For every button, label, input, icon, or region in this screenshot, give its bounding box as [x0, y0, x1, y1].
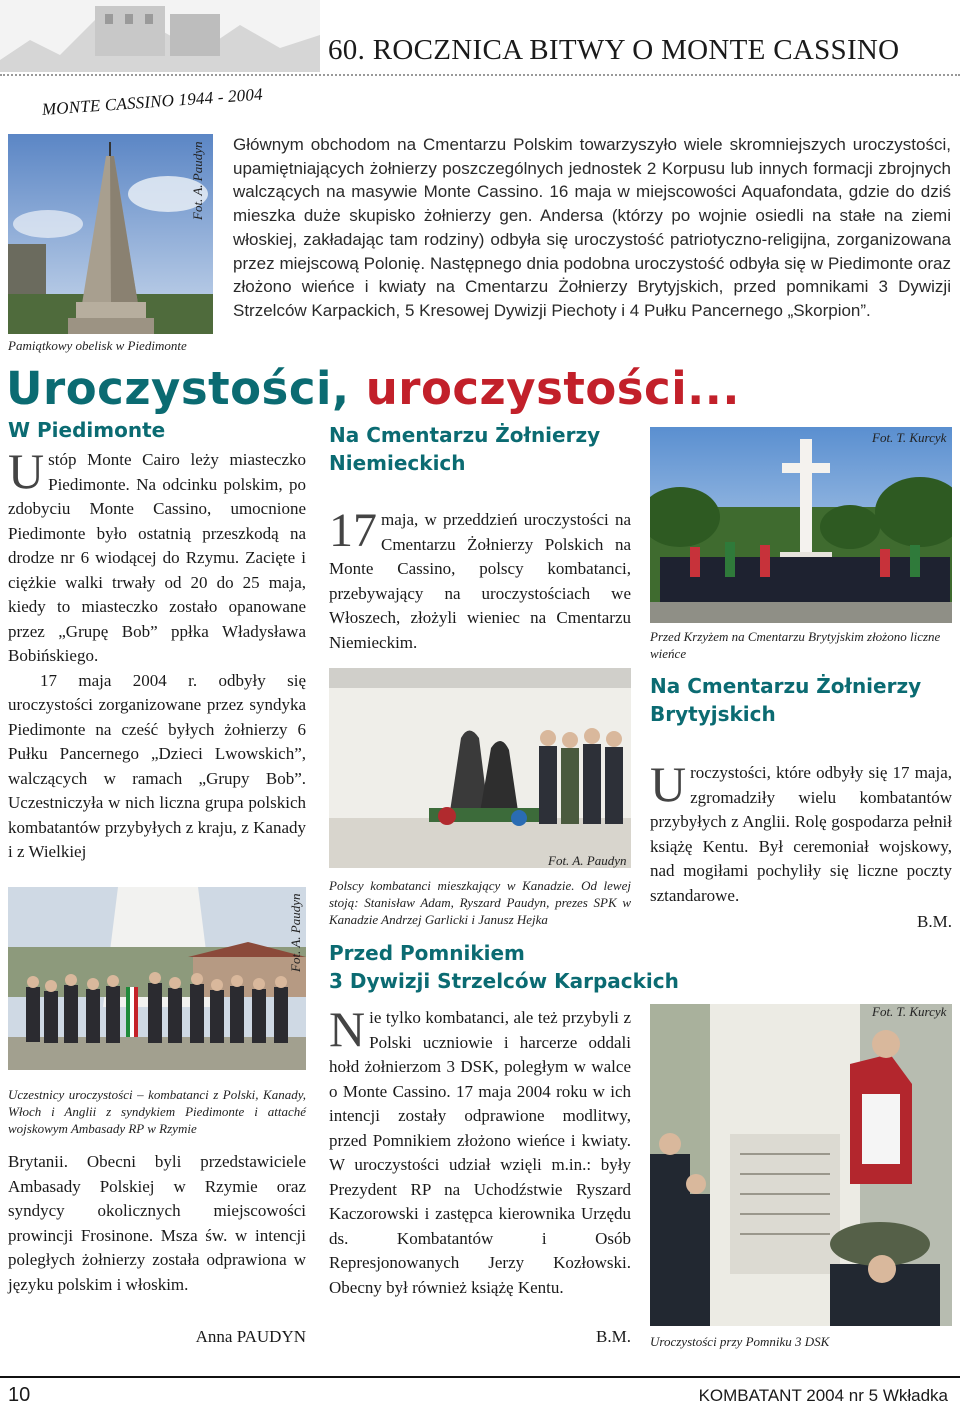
german-cemetery-photo: [329, 668, 631, 868]
intro-paragraph: Głównym obchodom na Cmentarzu Polskim towarzyszyło wiele skromniejszych uroczystości, upamiętniających żołnierzy poszczególnych jednostek 2 Korpusu lub innych formacji zbrojnych walczących na masywie Monte Cassino. 16 maja w miejscowości Aquafondata, gdzie do dziś mieszka duże skupisko żołnierzy gen. Andersa (którzy po wojnie osiedli na stałe na ziemi włoskiej, zakładając tam rodziny) odbyła się uroczystość patriotyczno-religijna, zorganizowana przez miejscową Polonię. Następnego dnia podobna uroczystość odbyła się w Piedimonte oraz złożono wieńce i kwiaty na Cmentarzu Żołnierzy Brytyjskich, przed pomnikami 3 Dywizji Strzelców Karpackich, 5 Kresowej Dywizji Piechoty i 4 Pułku Pancernego „Skorpion”.: [233, 135, 951, 320]
piedimonte-heading: W Piedimonte: [8, 418, 166, 442]
monument-photo-caption: Uroczystości przy Pomniku 3 DSK: [650, 1334, 830, 1349]
monument-heading: [329, 940, 679, 995]
german-cemetery-heading: Na Cmentarzu Żołnierzy Niemieckich: [329, 423, 601, 475]
footer-publication: KOMBATANT 2004 nr 5 Wkładka: [698, 1386, 948, 1405]
british-cross-photo-credit: Fot. T. Kurcyk: [872, 430, 947, 445]
monument-signature: B.M.: [596, 1327, 631, 1346]
monument-heading-line-2: 3 Dywizji Strzelców Karpackich: [329, 968, 679, 993]
piedimonte-paragraph-2: 17 maja 2004 r. odbyły się uroczystości zorganizowane przez syndyka Piedimonte na cześć byłych żołnierzy 6 Pułku Pancernego „Dzieci Lwowskich”, walczących w ramach „Grupy Bob”. Uczestniczyła w nich liczna grupa polskich kombatantów przybyłych z kraju, z Kanady i z Wielkiej: [8, 670, 306, 861]
monument-photo: [650, 1004, 952, 1326]
british-cross-photo-caption: Przed Krzyżem na Cmentarzu Brytyjskim złożono liczne wieńce: [650, 629, 941, 661]
piedimonte-drop-cap: U: [8, 443, 45, 499]
german-cemetery-paragraph: maja, w przeddzień uroczystości na Cmentarzu Żołnierzy Polskich na Monte Cassino, polscy kombatanci, przebywający na uroczystościach we Włoszech, złożyli wieniec na Cmentarzu Niemieckim.: [329, 510, 631, 652]
british-cemetery-paragraph: roczystości, które odbyły się 17 maja, zgromadziły wielu kombatantów przybyłych z Anglii. Rolę gospodarza pełnił książę Kentu. Był ceremoniał wojskowy, nad mogiłami pochyliły się liczne poczty sztandarowe.: [650, 763, 952, 905]
british-cross-photo: [650, 427, 952, 623]
obelisk-photo-caption: Pamiątkowy obelisk w Piedimonte: [8, 338, 187, 353]
obelisk-photo-credit: Fot. A. Paudyn: [190, 141, 205, 220]
header-divider: [0, 74, 960, 76]
british-cemetery-signature: B.M.: [917, 912, 952, 931]
monument-heading-line-1: Przed Pomnikiem: [329, 941, 525, 965]
piedimonte-author: Anna PAUDYN: [195, 1327, 306, 1346]
monument-photo-credit: Fot. T. Kurcyk: [872, 1004, 947, 1019]
main-heading: [6, 362, 740, 415]
british-cemetery-article: [650, 756, 952, 908]
german-cemetery-photo-credit: Fot. A. Paudyn: [548, 853, 627, 868]
obelisk-photo: [8, 134, 213, 334]
german-cemetery-article: [329, 504, 631, 655]
monument-paragraph: ie tylko kombatanci, ale też przybyli z Polski uczniowie i harcerze oddali hołd żołnierzom 3 DSK, poległym w walce o Monte Cassino. 17 maja 2004 roku w ich intencji zostały odprawione modlitwy, przed Pomnikiem złożono wieńce i kwiaty. W uroczystości udział wzięli m.in.: były Prezydent RP na Uchodźstwie Ryszard Kaczorowski i zastępca kierownika Urzędu ds. Kombatantów i Osób Represjonowanych Jerzy Kozłowski. Obecny był również książę Kentu.: [329, 1008, 631, 1297]
group-photo-credit: Fot. A. Paudyn: [288, 893, 303, 972]
british-cemetery-drop-cap: U: [650, 756, 687, 812]
piedimonte-paragraph-3: Brytanii. Obecni byli przedstawiciele Ambasady Polskiej w Rzymie oraz syndycy okolicznych miejscowości prowincji Frosinone. Msza św. w intencji poległych żołnierzy została odprawiona w języku polskim i włoskim.: [8, 1152, 306, 1294]
german-cemetery-drop-cap: 17: [329, 504, 377, 557]
page-header-title: 60. ROCZNICA BITWY O MONTE CASSINO: [328, 34, 900, 66]
group-photo: [8, 887, 306, 1070]
piedimonte-paragraph-1: stóp Monte Cairo leży miasteczko Piedimonte. Na odcinku polskim, po zdobyciu Monte Cassino, umocnione Piedimonte było ostatnią przeszkodą na drodze nr 6 wiodącej do Rzymu. Zacięte i ciężkie walki trwały od 20 do 25 maja, kiedy to miasteczko zostało opanowane przez „Grupę Bob” ppłka Władysława Bobińskiego.: [8, 450, 306, 665]
monument-drop-cap: N: [329, 1001, 366, 1057]
page-number: 10: [8, 1384, 31, 1406]
footer-divider: [0, 1376, 960, 1378]
group-photo-caption: Uczestnicy uroczystości – kombatanci z Polski, Kanady, Włoch i Anglii z syndykiem Piedimonte i attaché wojskowym Ambasady RP w Rzymie: [8, 1087, 306, 1136]
main-heading-part-1: Uroczystości,: [6, 362, 350, 415]
header-banner-image: [0, 0, 320, 72]
piedimonte-article-top: [8, 443, 306, 865]
main-heading-part-2: uroczystości...: [365, 362, 740, 415]
piedimonte-article-bottom: [8, 1150, 306, 1297]
german-cemetery-photo-caption: Polscy kombatanci mieszkający w Kanadzie. Od lewej stoją: Stanisław Adam, Ryszard Paudyn, prezes SPK w Kanadzie Andrzej Garlicki i Janusz Hejka: [329, 878, 631, 927]
anniversary-logo-text: MONTE CASSINO 1944 - 2004: [41, 84, 264, 119]
monument-article: [329, 1001, 631, 1300]
british-cemetery-heading: Na Cmentarzu Żołnierzy Brytyjskich: [650, 674, 922, 726]
